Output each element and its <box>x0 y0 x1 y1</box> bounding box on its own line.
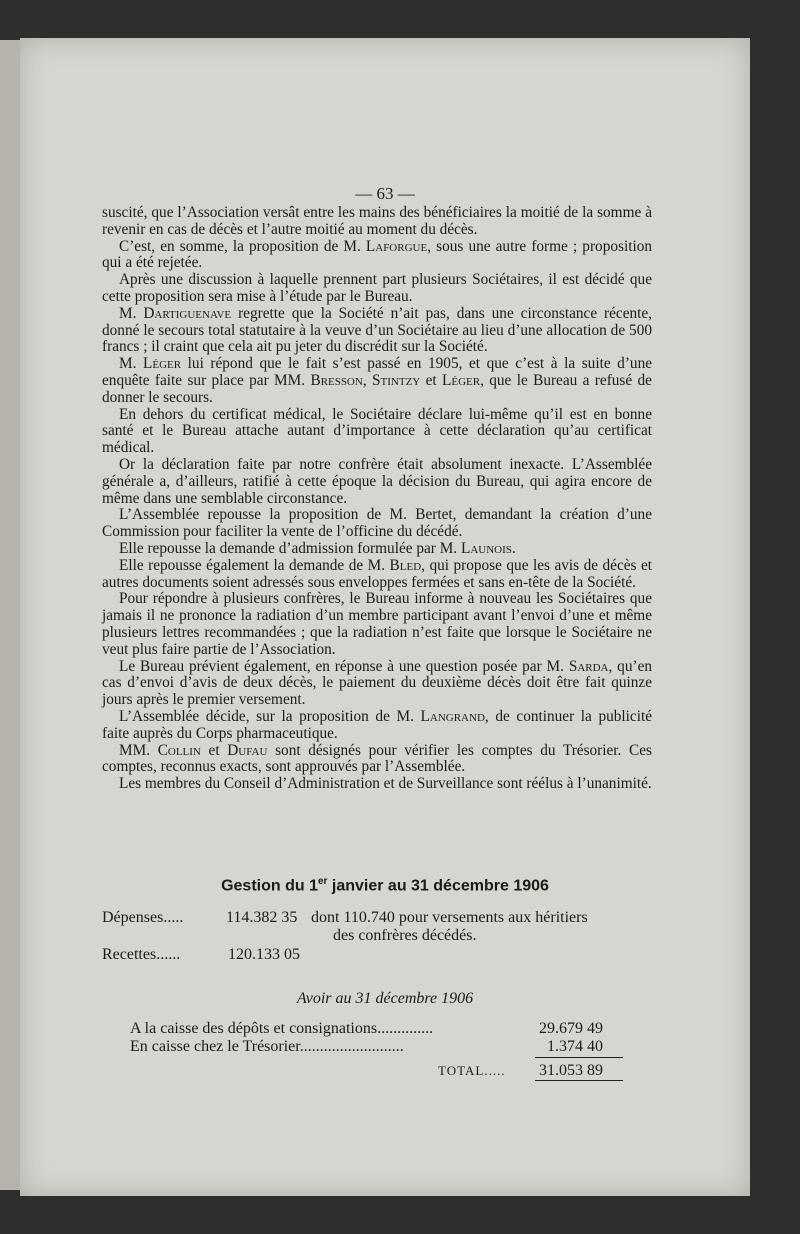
paragraph: C’est, en somme, la proposition de M. Laforgue, sous une autre forme ; proposition qui a été rejetée. <box>102 237 652 272</box>
recettes-amount: 120.133 05 <box>228 946 300 963</box>
paragraph: M. Dartiguenave regrette que la Société n’ait pas, dans une circonstance récente, donné le secours total statutaire à la veuve d’un Sociétaire au lieu d’une allocation de 500 francs ; il craint que cela ait pu jeter du discrédit sur la Société. <box>102 304 653 356</box>
minutes-text <box>102 205 652 793</box>
paragraph: L’Assemblée décide, sur la proposition de M. Langrand, de continuer la publicité faite auprès du Corps pharmaceutique. <box>102 707 652 742</box>
paragraph: Les membres du Conseil d’Administration et de Surveillance sont réélus à l’unanimité. <box>119 775 652 793</box>
paragraph: Elle repousse également la demande de M. Bled, qui propose que les avis de décès et autres documents soient adressés sous enveloppes fermées et sans en-tête de la Société. <box>102 556 653 591</box>
avoir-heading: Avoir au 31 décembre 1906 <box>296 990 474 1007</box>
paragraph: Après une discussion à laquelle prennent part plusieurs Sociétaires, il est décidé que cette proposition sera mise à l’étude par le Bureau. <box>102 271 652 305</box>
paragraph: L’Assemblée repousse la proposition de M. Bertet, demandant la création d’une Commission pour faciliter la vente de l’officine du décédé. <box>102 506 652 541</box>
paragraph: suscité, que l’Association versât entre les mains des bénéficiaires la moitié de la somme à revenir en cas de décès et l’autre moitié au moment du décès. <box>102 204 652 238</box>
section-heading: Gestion du 1er janvier au 31 décembre 1906 <box>221 876 549 895</box>
recettes-label: Recettes...... <box>102 946 181 963</box>
paragraph: Le Bureau prévient également, en réponse à une question posée par M. Sarda, qu’en cas d’envoi d’avis de deux décès, le paiement du deuxième décès doit être fait quinze jours après le premier versement. <box>102 657 653 709</box>
avoir-line-label: En caisse chez le Trésorier.......................... <box>130 1038 404 1055</box>
sum-rule <box>535 1057 623 1058</box>
depenses-label: Dépenses..... <box>102 909 184 926</box>
avoir-line-label: A la caisse des dépôts et consignations.............. <box>130 1020 434 1037</box>
depenses-amount: 114.382 35 <box>226 909 298 926</box>
paragraph: Or la déclaration faite par notre confrère était absolument inexacte. L’Assemblée générale a, d’ailleurs, ratifié à cette époque la décision du Bureau, qui agira encore de même dans une semblable circonstance. <box>102 455 652 507</box>
page-number: — 63 — <box>355 184 415 203</box>
avoir-line-amount: 1.374 40 <box>547 1038 603 1055</box>
depenses-detail: dont 110.740 pour versements aux héritiers <box>311 909 588 926</box>
depenses-detail: des confrères décédés. <box>333 927 477 944</box>
total-amount: 31.053 89 <box>539 1062 603 1079</box>
paragraph: Elle repousse la demande d’admission formulée par M. Launois. <box>119 539 516 557</box>
paragraph: M. Léger lui répond que le fait s’est passé en 1905, et que c’est à la suite d’une enquête faite sur place par MM. Bresson, Stintzy et Léger, que le Bureau a refusé de donner le secours. <box>102 355 653 406</box>
paragraph: Pour répondre à plusieurs confrères, le Bureau informe à nouveau les Sociétaires que jamais il ne prononce la radiation d’un membre participant avant l’envoi d’une et même plusieurs lettres recommandées ; que la radiation n’est faite que lorsque le Sociétaire ne veut plus faire partie de l’Association. <box>102 590 652 658</box>
total-rule <box>535 1080 623 1081</box>
paragraph: En dehors du certificat médical, le Sociétaire déclare lui-même qu’il est en bonne santé et le Bureau attache autant d’importance à cette déclaration qu’au certificat médical. <box>102 405 652 457</box>
page <box>20 38 750 1196</box>
total-label: TOTAL..... <box>438 1063 506 1078</box>
avoir-line-amount: 29.679 49 <box>539 1020 603 1037</box>
paragraph: MM. Collin et Dufau sont désignés pour vérifier les comptes du Trésorier. Ces comptes, reconnus exacts, sont approuvés par l’Assemblée. <box>102 741 652 776</box>
